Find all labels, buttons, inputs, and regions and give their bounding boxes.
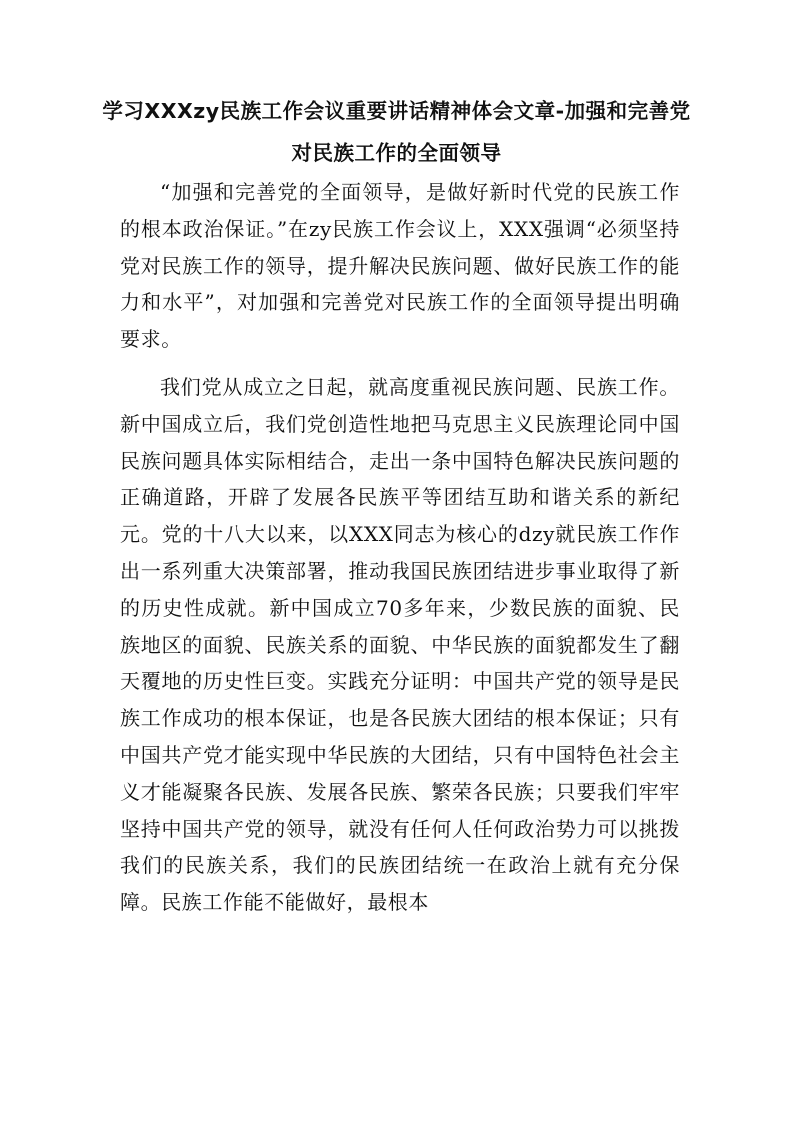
document-title: 学习XXXzy民族工作会议重要讲话精神体会文章-加强和完善党对民族工作的全面领导	[102, 99, 691, 165]
document-body	[120, 174, 680, 921]
paragraph-1: “加强和完善党的全面领导，是做好新时代党的民族工作的根本政治保证。”在zy民族工作会议上，XXX强调“必须坚持党对民族工作的领导，提升解决民族问题、做好民族工作的能力和水平”，对加强和完善党对民族工作的全面领导提出明确要求。	[120, 180, 680, 352]
paragraph-2: 我们党从成立之日起，就高度重视民族问题、民族工作。新中国成立后，我们党创造性地把马克思主义民族理论同中国民族问题具体实际相结合，走出一条中国特色解决民族问题的正确道路，开辟了发展各民族平等团结互助和谐关系的新纪元。党的十八大以来，以XXX同志为核心的dzy就民族工作作出一系列重大决策部署，推动我国民族团结进步事业取得了新的历史性成就。新中国成立70多年来，少数民族的面貌、民族地区的面貌、民族关系的面貌、中华民族的面貌都发生了翻天覆地的历史性巨变。实践充分证明：中国共产党的领导是民族工作成功的根本保证，也是各民族大团结的根本保证；只有中国共产党才能实现中华民族的大团结，只有中国特色社会主义才能凝聚各民族、发展各民族、繁荣各民族；只要我们牢牢坚持中国共产党的领导，就没有任何人任何政治势力可以挑拨我们的民族关系，我们的民族团结统一在政治上就有充分保障。民族工作能不能做好，最根本	[120, 374, 680, 915]
